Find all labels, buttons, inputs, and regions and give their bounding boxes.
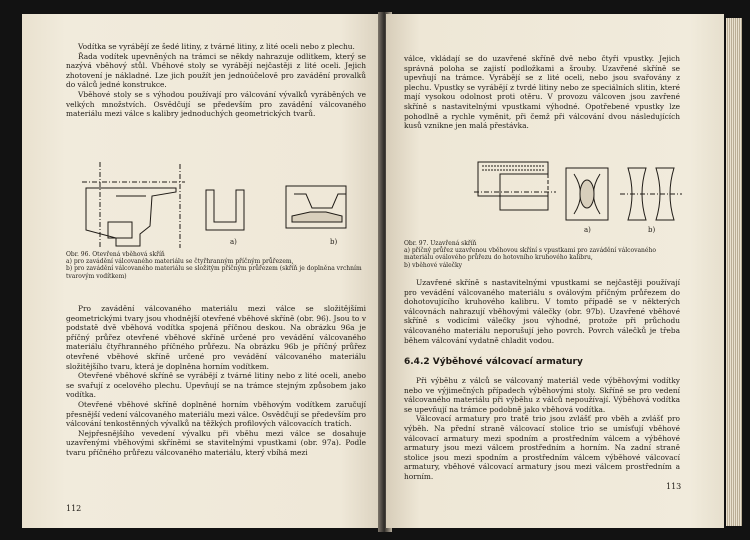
figure-97 — [470, 148, 690, 236]
right-bottom-text — [404, 376, 680, 482]
left-top-text — [66, 42, 366, 119]
right-paragraph: Válcovací armatury pro tratě trio jsou zvlášť pro vběh a zvlášť pro výběh. Na přední straně válcovací stolice trio se umísťují vběhové válcovací armatury mezi spodním a prostředním válcem a výběhové armatury jsou mezi válcem prostředním a horním. Na zadní straně stolice jsou mezi spodním a prostředním válcem výběhové válcovací armatury, vběhové válcovací armatury jsou mezi válcem prostředním a horním. — [404, 414, 680, 481]
figure-96-label-a: a) — [230, 238, 237, 246]
figure-97-label-a: a) — [584, 226, 591, 234]
page-number-right: 113 — [666, 482, 682, 491]
caption-title: Obr. 97. Uzavřená skříň — [404, 240, 477, 247]
left-paragraph: Nejpřesnějšího vevedení vývalku při vběhu mezi válce se dosahuje uzavřenými vběhovými skříněmi se stavitelnými vpustkami (obr. 97a). Podle tvaru příčného průřezu válcovaného materiálu, který vbíhá mezi — [66, 428, 366, 457]
figure-96-drawing — [80, 160, 360, 252]
section-heading: 6.4.2 Výběhové válcovací armatury — [404, 357, 583, 367]
caption-line: b) vběhové válečky — [404, 261, 463, 269]
left-paragraph: Vodítka se vyrábějí ze šedé litiny, z tvárné litiny, z lité oceli nebo z plechu. — [78, 42, 355, 51]
right-mid-text — [404, 278, 680, 345]
figure-97-caption — [404, 240, 680, 269]
left-page — [22, 14, 384, 528]
figure-97-label-b: b) — [648, 226, 656, 234]
left-paragraph: Otevřené vběhové skříně se vyrábějí z tvárné litiny nebo z lité oceli, anebo se svařují z ocelového plechu. Upevňují se na trámce stejným způsobem jako vodítka. — [66, 371, 366, 400]
figure-97-drawing — [470, 148, 690, 236]
right-page — [386, 14, 724, 528]
right-paragraph: Uzavřené skříně s nastavitelnými vpustkami se nejčastěji používají pro vevádění válcovaného materiálu s oválovým příčným průřezem do dohotovujícího kruhového kalibru. V tomto případě se v některých válcovnách nahrazují vběhovými válečky (obr. 97b). Uzavřené vběhové skříně s vodicími válečky jsou výhodné, protože při průchodu válcovaného materiálu neporušují jeho povrch. Povrch válečků je třeba během válcování vydatně chladit vodou. — [404, 278, 680, 345]
page-number-left: 112 — [66, 504, 82, 513]
right-top-text — [404, 54, 680, 131]
caption-title: Obr. 96. Otevřená vběhová skříň — [66, 251, 165, 258]
caption-line: b) pro zavádění válcovaného materiálu se složitým příčným průřezem (skříň je doplněna vrchním tvarovým vodítkem) — [66, 265, 362, 280]
right-paragraph: válce, vkládají se do uzavřené skříně dvě nebo čtyři vpustky. Jejich správná poloha se zajistí podložkami a šrouby. Uzavřené skříně se upevňují na trámce. Vyrábějí se z lité oceli, nebo jsou svařovány z plechu. Vpustky se vyrábějí z tvrdé litiny nebo ze speciálních slitin, které mají vysokou odolnost proti otěru. V provozu válcoven jsou zavřené skříně s nastavitelnými vpustkami výhodné. Opotřebené vpustky lze pohodlně a rychle vyměnit, při čemž při válcování dvou následujících kusů vznikne jen malá přestávka. — [404, 54, 680, 131]
left-bottom-text — [66, 304, 366, 458]
figure-96-caption — [66, 251, 366, 280]
caption-line: a) pro zavádění válcovaného materiálu se čtyřhranným příčným průřezem, — [66, 258, 294, 266]
left-paragraph: Řada vodítek upevněných na trámci se někdy nahrazuje odlitkem, který se nazývá vběhový stůl. Vběhové stoly se vyrábějí nejčastěji z lité oceli. Jejich zhotovení je nákladné. Lze jich použít jen jednoúčelově pro zavádění provalků do válců jedné konstrukce. — [66, 51, 366, 90]
page-edges — [726, 18, 742, 526]
caption-line: a) příčný průřez uzavřenou vběhovou skříní s vpustkami pro zavádění válcovaného materiálu oválového průřezu do hotovního kruhového kalibru, — [404, 247, 656, 262]
left-paragraph: Vběhové stoly se s výhodou používají pro válcování vývalků vyráběných ve velkých množstvích. Osvědčují se především pro zavádění válcovaného materiálu mezi válce s kalibry jednoduchých geometrických tvarů. — [66, 89, 366, 119]
right-paragraph: Při výběhu z válců se válcovaný materiál vede výběhovými vodítky nebo ve výjimečných případech výběhovými stoly. Skříně se pro vedení válcovaného materiálu při výběhu z válců nepoužívají. Výběhová vodítka se upevňují na trámce podobně jako vběhová vodítka. — [404, 376, 680, 414]
left-paragraph: Otevřené vběhové skříně doplněné horním vběhovým vodítkem zaručují přesnější vedení válcovaného materiálu mezi válce. Osvědčují se především pro válcování tenkostěnných vývalků na těžkých profilových válcovacích tratích. — [66, 399, 366, 429]
figure-96-label-b: b) — [330, 238, 338, 246]
figure-96 — [80, 160, 360, 252]
left-paragraph: Pro zavádění válcovaného materiálu mezi válce se složitějšími geometrickými tvary jsou vhodnější otevřené vběhové skříně (obr. 96). Jsou to v podstatě dvě vběhová vodítka spojená příčnou deskou. Na obrázku 96a je příčný průřez otevřené vběhové skříně určené pro vevádění válcovaného materiálu čtyřhranného příčného průřezu. Na obrázku 96b je příčný průřez otevřené vběhové skříně určené pro vevádění válcovaného materiálu složitějšího tvaru, která je doplněna horním vodítkem. — [66, 304, 366, 371]
